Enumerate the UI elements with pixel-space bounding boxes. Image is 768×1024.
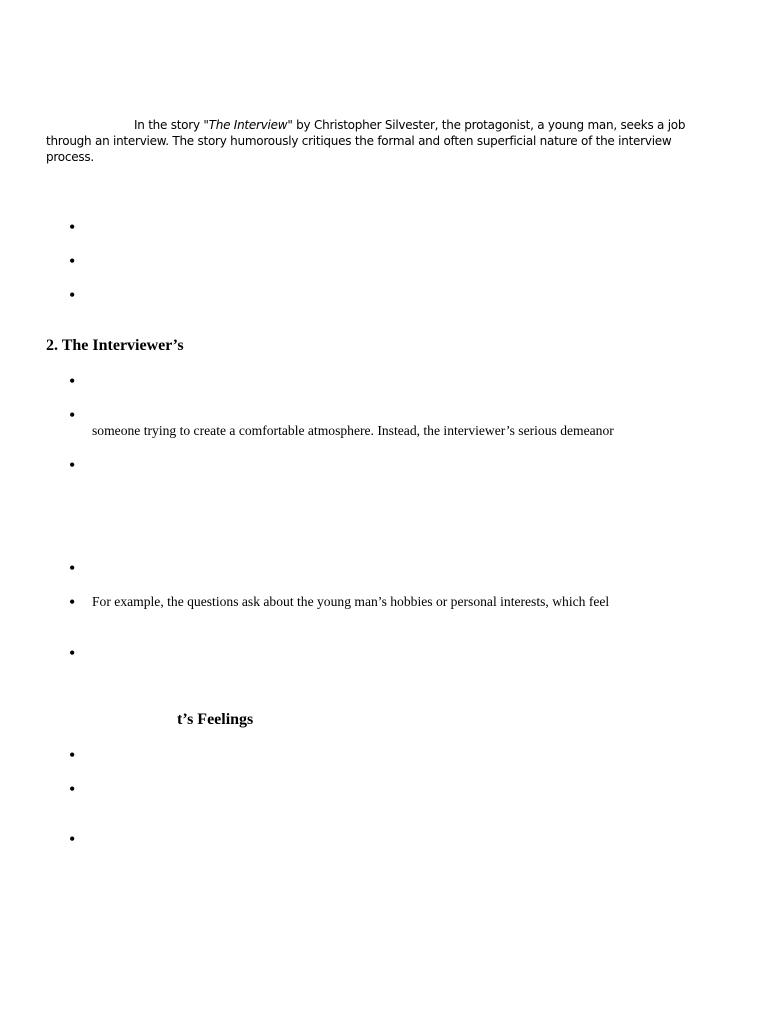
intro-rest: by Christopher Silvester, the protagonist, a young man, seeks a job through an interview. The story humorously critiques the formal and often superficial nature of the interview process.	[46, 118, 686, 164]
bullet-12: •	[69, 829, 76, 849]
bullet-8: •	[69, 592, 76, 612]
story-title: "The Interview"	[203, 118, 293, 132]
bullet-2: •	[69, 251, 76, 271]
section-2-heading: 2. The Interviewer’s	[46, 337, 184, 354]
bullet-7: •	[69, 558, 76, 578]
bullet-11: •	[69, 779, 76, 799]
bullet-10: •	[69, 745, 76, 765]
section-3-heading: t’s Feelings	[177, 711, 254, 728]
bullet-4: •	[69, 371, 76, 391]
bullet-1: •	[69, 217, 76, 237]
bullet-3: •	[69, 285, 76, 305]
intro-lead: In the story	[134, 118, 204, 132]
questions-example-line: For example, the questions ask about the young man’s hobbies or personal interests, which feel	[92, 594, 610, 609]
intro-paragraph	[46, 117, 718, 165]
bullet-6: •	[69, 455, 76, 475]
bullet-5: •	[69, 405, 76, 425]
interviewer-demeanor-line: someone trying to create a comfortable atmosphere. Instead, the interviewer’s serious demeanor	[92, 423, 614, 438]
bullet-9: •	[69, 643, 76, 663]
